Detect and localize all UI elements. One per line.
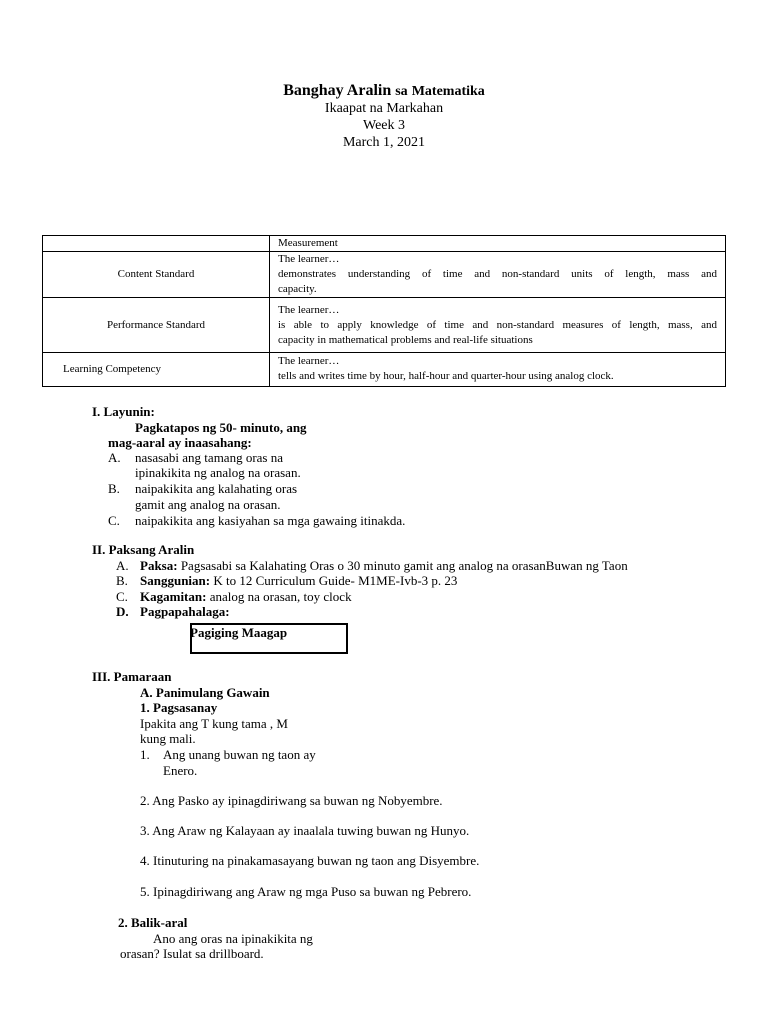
question-item: Ang unang buwan ng taon ay [163,747,316,762]
list-item: naipakikita ang kasiyahan sa mga gawaing itinakda. [135,513,406,528]
learning-competency-label: Learning Competency [43,353,270,387]
list-item: gamit ang analog na orasan. [135,497,281,512]
item-text: K to 12 Curriculum Guide- M1ME-Ivb-3 p. 23 [210,573,458,588]
item-label: Pagpapahalaga: [140,604,230,619]
item-label: Sanggunian: [140,573,211,588]
list-item: ipinakikita ng analog na orasan. [135,465,301,480]
instruction-text: kung mali. [140,731,196,746]
pagsasanay-heading: 1. Pagsasanay [140,700,218,715]
content-standard-label: Content Standard [43,252,270,298]
pamaraan-heading: III. Pamaraan [92,669,172,684]
table-row [43,236,726,252]
panimulang-gawain-heading: A. Panimulang Gawain [140,685,270,700]
list-marker: C. [108,513,120,528]
week-line: Week 3 [362,118,406,133]
title-subject: Matematika [411,84,485,99]
content-standard-value [270,252,726,298]
review-text: orasan? Isulat sa drillboard. [120,946,264,961]
item-label: Paksa: [140,558,178,573]
list-item [140,558,628,574]
question-item: 5. Ipinagdiriwang ang Araw ng mga Puso sa buwan ng Pebrero. [140,884,472,899]
list-marker: A. [116,558,129,573]
review-text: Ano ang oras na ipinakikita ng [153,931,313,946]
list-item [140,604,230,620]
title-main: Banghay Aralin [283,82,392,99]
cell-lead: The learner… [278,355,340,367]
table-row [43,298,726,353]
list-marker: B. [116,573,128,588]
table-row [43,252,726,298]
layunin-intro-1: Pagkatapos ng 50- minuto, ang [135,420,307,435]
title-sa: sa [395,84,408,99]
item-label: Kagamitan: [140,589,207,604]
quarter-line: Ikaapat na Markahan [324,101,444,116]
performance-standard-label: Performance Standard [43,298,270,353]
value-box-text: Pagiging Maagap [190,625,288,640]
cell-lead: The learner… [278,304,340,316]
layunin-heading: I. Layunin: [92,404,155,419]
measurement-cell: Measurement [270,236,726,252]
list-item [140,589,352,605]
performance-standard-value [270,298,726,353]
question-item: 2. Ang Pasko ay ipinagdiriwang sa buwan ng Nobyembre. [140,793,443,808]
list-marker: D. [116,604,129,619]
list-marker: 1. [140,747,150,762]
instruction-text: Ipakita ang T kung tama , M [140,716,288,731]
list-item: naipakikita ang kalahating oras [135,481,298,496]
value-box [190,623,348,654]
balik-aral-heading: 2. Balik-aral [118,915,188,930]
list-item [140,573,457,589]
document-title [0,82,768,100]
cell-text: capacity. [278,283,317,295]
item-text: Pagsasabi sa Kalahating Oras o 30 minuto gamit ang analog na orasanBuwan ng Taon [177,558,628,573]
learning-competency-value [270,353,726,387]
cell-lead: The learner… [278,253,340,265]
cell-text: capacity in mathematical problems and real-life situations [278,334,533,346]
layunin-intro-2: mag-aaral ay inaasahang: [108,435,252,450]
cell-text: is able to apply knowledge of time and non-standard measures of length, mass, and [278,319,717,331]
list-marker: A. [108,450,121,465]
date-line: March 1, 2021 [342,135,426,150]
table-row [43,353,726,387]
cell-text: demonstrates understanding of time and non-standard units of length, mass and [278,268,717,280]
list-item: nasasabi ang tamang oras na [135,450,284,465]
list-marker: C. [116,589,128,604]
list-marker: B. [108,481,120,496]
paksang-aralin-heading: II. Paksang Aralin [92,542,195,557]
question-item: 3. Ang Araw ng Kalayaan ay inaalala tuwing buwan ng Hunyo. [140,823,470,838]
cell-text: tells and writes time by hour, half-hour and quarter-hour using analog clock. [278,370,614,382]
item-text: analog na orasan, toy clock [206,589,352,604]
question-item: 4. Itinuturing na pinakamasayang buwan ng taon ang Disyembre. [140,853,480,868]
standards-table [42,235,726,387]
table-cell [43,236,270,252]
question-item: Enero. [163,763,198,778]
